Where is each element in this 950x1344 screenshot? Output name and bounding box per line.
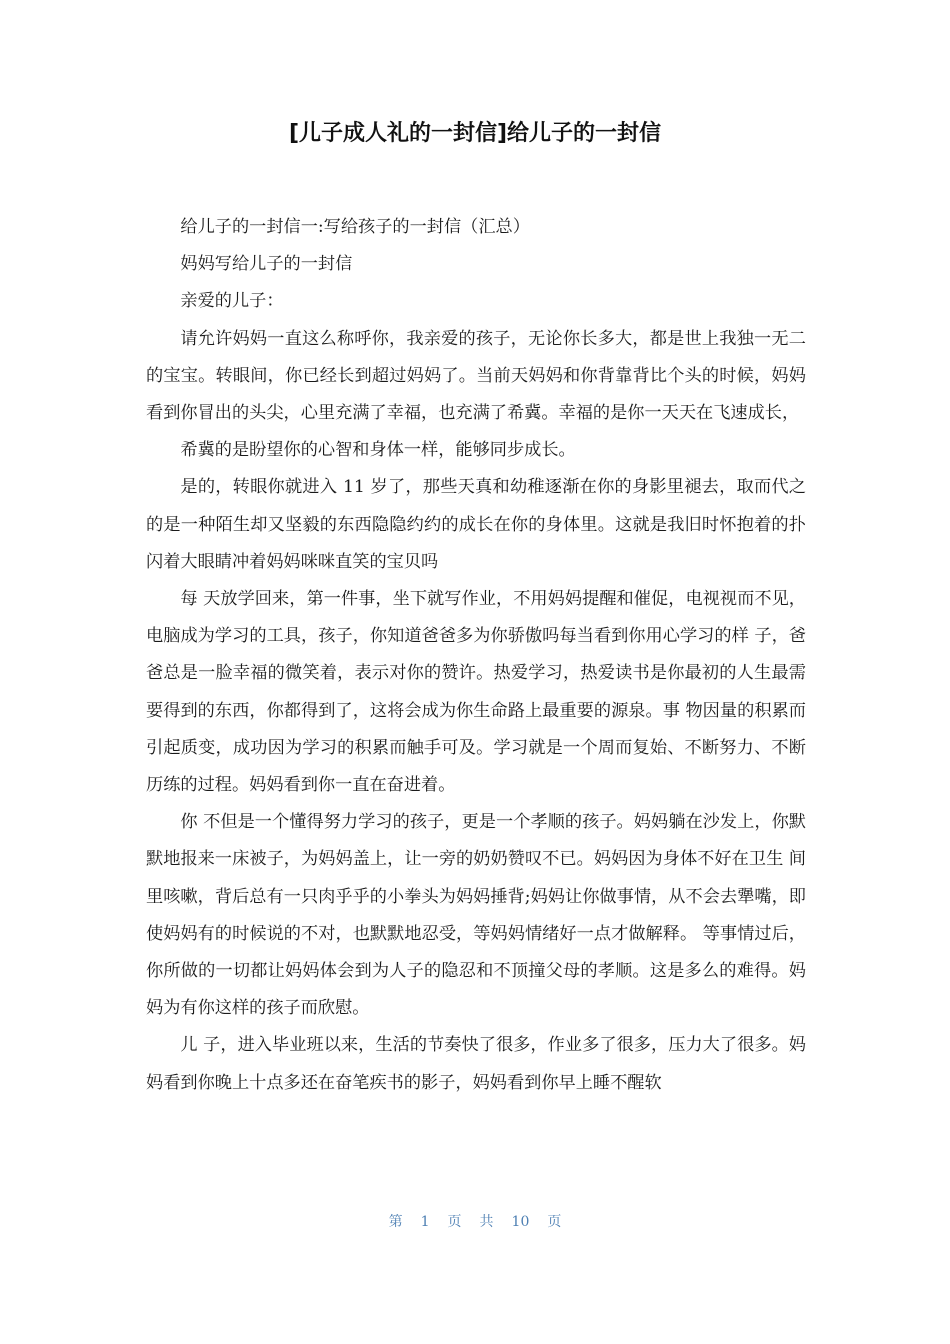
paragraph: 是的，转眼你就进入 11 岁了，那些天真和幼稚逐渐在你的身影里褪去，取而代之的是一种陌生却又坚毅的东西隐隐约约的成长在你的身体里。这就是我旧时怀抱着的扑闪着大眼睛冲着妈妈咪咪直笑的宝贝吗 [146, 477, 806, 572]
paragraph-subtitle: 给儿子的一封信一:写给孩子的一封信（汇总） [180, 217, 530, 237]
footer-page-label: 第 [388, 1214, 403, 1230]
paragraph-salutation: 亲爱的儿子： [180, 291, 284, 312]
page-footer [0, 1207, 950, 1237]
document-body [146, 209, 806, 1102]
footer-total-label: 共 [479, 1214, 494, 1230]
paragraph: 你 不但是一个懂得努力学习的孩子，更是一个孝顺的孩子。妈妈躺在沙发上，你默默地报来一床被子，为妈妈盖上，让一旁的奶奶赞叹不已。妈妈因为身体不好在卫生 间里咳嗽，背后总有一只肉乎乎的小拳头为妈妈捶背;妈妈让你做事情，从不会去犟嘴，即使妈妈有的时候说的不对，也默默地忍受，等妈妈情绪好一点才做解释。 等事情过后，你所做的一切都让妈妈体会到为人子的隐忍和不顶撞父母的孝顺。这是多么的难得。妈妈为有你这样的孩子而欣慰。 [146, 812, 806, 1019]
document-title: [儿子成人礼的一封信]给儿子的一封信 [288, 121, 662, 146]
footer-page-unit: 页 [447, 1214, 462, 1230]
footer-total-pages: 10 [511, 1214, 530, 1230]
paragraph: 请允许妈妈一直这么称呼你，我亲爱的孩子，无论你长多大，都是世上我独一无二的宝宝。转眼间，你已经长到超过妈妈了。当前天妈妈和你背靠背比个头的时候，妈妈看到你冒出的头尖，心里充满了幸福，也充满了希冀。幸福的是你一天天在飞速成长， [146, 328, 806, 424]
paragraph: 希冀的是盼望你的心智和身体一样，能够同步成长。 [180, 440, 576, 461]
paragraph: 儿 子，进入毕业班以来，生活的节奏快了很多，作业多了很多，压力大了很多。妈妈看到你晚上十点多还在奋笔疾书的影子，妈妈看到你早上睡不醒软 [146, 1035, 806, 1093]
footer-page-number: 1 [420, 1214, 430, 1230]
paragraph: 每 天放学回来，第一件事，坐下就写作业，不用妈妈提醒和催促，电视视而不见，电脑成为学习的工具，孩子，你知道爸爸多为你骄傲吗每当看到你用心学习的样 子，爸爸总是一脸幸福的微笑着，表示对你的赞许。热爱学习，热爱读书是你最初的人生最需要得到的东西，你都得到了，这将会成为你生命路上最重要的源泉。事 物因量的积累而引起质变，成功因为学习的积累而触手可及。学习就是一个周而复始、不断努力、不断历练的过程。妈妈看到你一直在奋进着。 [146, 589, 806, 796]
paragraph-letter-heading: 妈妈写给儿子的一封信 [180, 254, 353, 275]
footer-total-unit: 页 [547, 1214, 562, 1230]
